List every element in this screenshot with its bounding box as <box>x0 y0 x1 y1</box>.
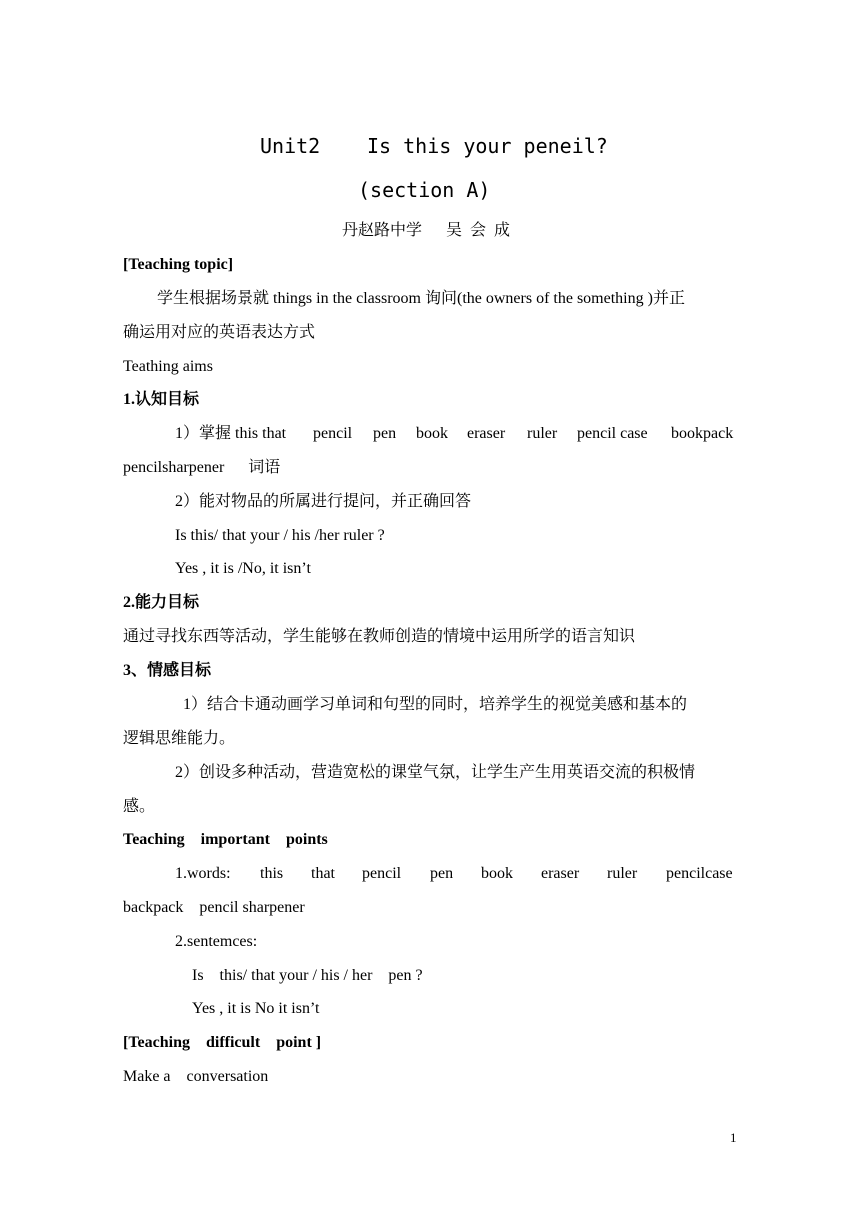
cognitive-answer: Yes , it is /No, it isn’t <box>175 560 311 577</box>
emotion-item2-line1: 2）创设多种活动，营造宽松的课堂气氛，让学生产生用英语交流的积极情 <box>175 764 696 781</box>
title-unit: Unit2 <box>260 134 321 158</box>
word-item: pencilcase <box>666 865 733 882</box>
word-item: eraser <box>467 425 506 442</box>
important-sentence1: Is this/ that your / his / her pen ? <box>192 967 423 984</box>
important-sentences-label: 2.sentemces: <box>175 933 258 950</box>
word-item: that <box>311 865 335 882</box>
word-item: book <box>481 865 513 882</box>
word-item: this <box>260 865 284 882</box>
word-item: pencil <box>313 425 353 442</box>
cognitive-question: Is this/ that your / his /her ruler ? <box>175 527 385 544</box>
ability-heading: 2.能力目标 <box>123 594 200 611</box>
cognitive-item1-cont: pencilsharpener 词语 <box>123 459 281 476</box>
important-sentence2: Yes , it is No it isn’t <box>192 1000 320 1017</box>
author-line: 丹赵路中学 吴 会 成 <box>342 222 511 239</box>
word-item: ruler <box>607 865 638 882</box>
word-item: ruler <box>527 425 558 442</box>
emotion-item1-line2: 逻辑思维能力。 <box>123 730 236 747</box>
cognitive-heading: 1.认知目标 <box>123 391 200 408</box>
teaching-topic-line1: 学生根据场景就 things in the classroom 询问(the owners of the something )并正 <box>157 290 685 307</box>
teaching-aims-heading: Teathing aims <box>123 358 213 375</box>
word-item: pencil case <box>577 425 648 442</box>
title-question: Is this your peneil? <box>367 134 608 158</box>
title-section: (section A) <box>358 178 491 202</box>
emotion-item2-line2: 感。 <box>123 798 156 815</box>
important-heading: Teaching important points <box>123 831 328 848</box>
word-item: pencil <box>362 865 402 882</box>
difficult-text: Make a conversation <box>123 1068 269 1085</box>
ability-text: 通过寻找东西等活动，学生能够在教师创造的情境中运用所学的语言知识 <box>123 628 636 645</box>
important-words-cont: backpack pencil sharpener <box>123 899 305 916</box>
word-item: bookpack <box>671 425 734 442</box>
page-number: 1 <box>730 1130 737 1145</box>
difficult-heading: [Teaching difficult point ] <box>123 1034 322 1051</box>
teaching-topic-heading: [Teaching topic] <box>123 256 234 273</box>
teaching-topic-line2: 确运用对应的英语表达方式 <box>123 324 316 341</box>
word-item: pen <box>373 425 397 442</box>
word-item: book <box>416 425 448 442</box>
word-item: 1）掌握 this that <box>175 425 287 442</box>
cognitive-item2: 2）能对物品的所属进行提问，并正确回答 <box>175 493 472 510</box>
word-item: eraser <box>541 865 580 882</box>
word-item: pen <box>430 865 454 882</box>
emotion-item1-line1: 1）结合卡通动画学习单词和句型的同时，培养学生的视觉美感和基本的 <box>183 696 688 713</box>
emotion-heading: 3、情感目标 <box>123 662 212 679</box>
cognitive-item1-words <box>0 424 860 444</box>
word-item: 1.words: <box>175 865 231 882</box>
important-words-row <box>0 864 860 884</box>
